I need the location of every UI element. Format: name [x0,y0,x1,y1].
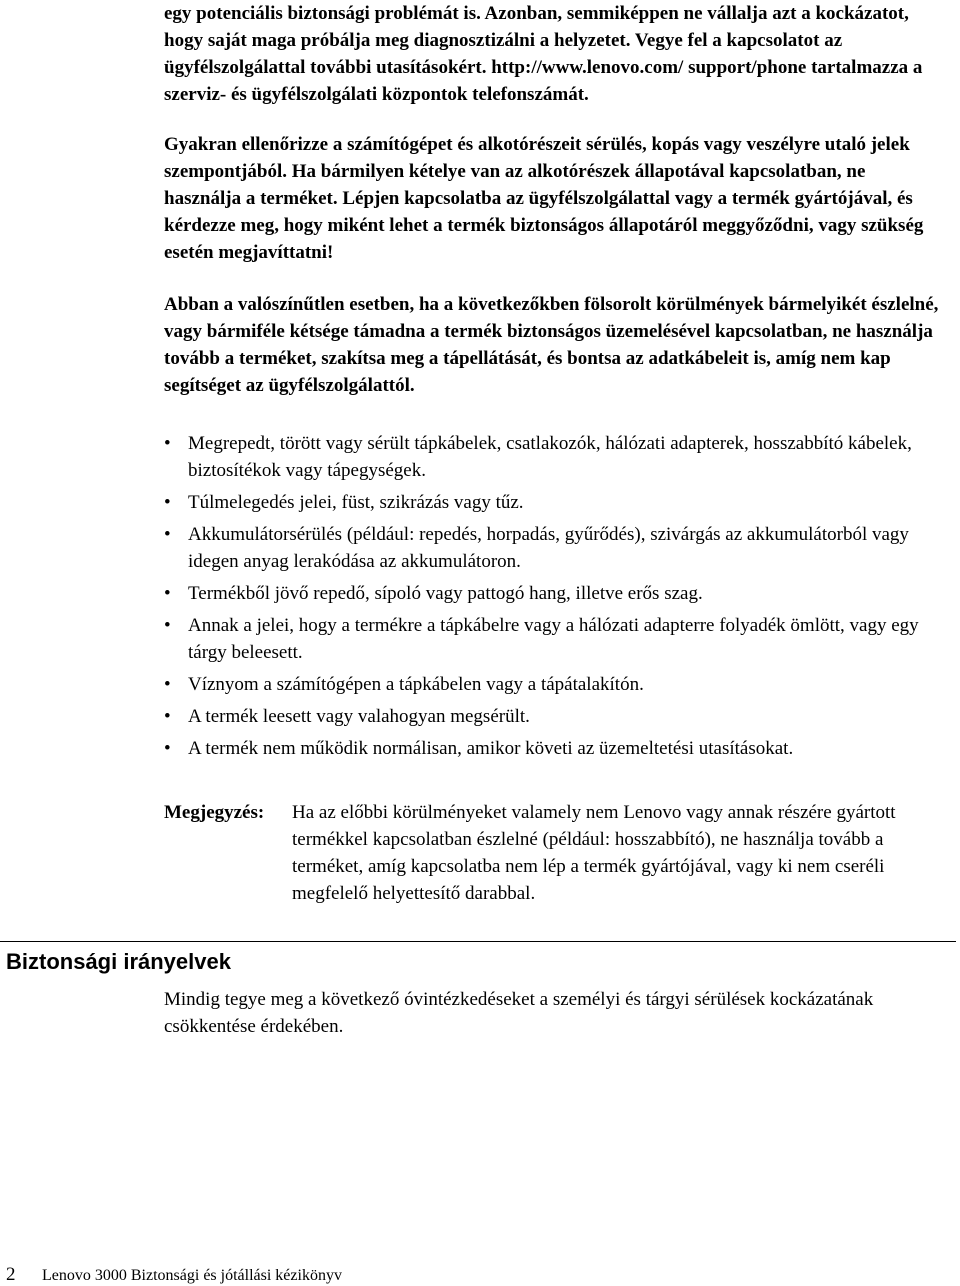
hazard-list [164,430,954,767]
list-item: • Annak a jelei, hogy a termékre a tápkábelre vagy a hálózati adapterre folyadék ömlött, vagy egy tárgy beleesett. [164,612,954,666]
section-divider [0,941,956,942]
list-item: • Akkumulátorsérülés (például: repedés, horpadás, gyűrődés), szivárgás az akkumulátorból vagy idegen anyag lerakódása az akkumulátoron. [164,521,954,575]
note-text: Ha az előbbi körülményeket valamely nem Lenovo vagy annak részére gyártott termékkel kapcsolatban észlelné (például: hosszabbító), ne használja tovább a terméket, amíg kapcsolatba nem lép a termék gyártójával, vagy ki nem cseréli megfelelő helyettesítő darabbal. [292,802,896,904]
list-item: • A termék nem működik normálisan, amikor követi az üzemeltetési utasításokat. [164,735,954,762]
note-label: Megjegyzés: [164,802,265,823]
list-item: • Víznyom a számítógépen a tápkábelen vagy a tápátalakítón. [164,671,954,698]
list-item: • Megrepedt, törött vagy sérült tápkábelek, csatlakozók, hálózati adapterek, hosszabbító kábelek, biztosítékok vagy tápegységek. [164,430,954,484]
page-number: 2 [6,1264,16,1285]
list-item: • A termék leesett vagy valahogyan megsérült. [164,703,954,730]
list-item: • Túlmelegedés jelei, füst, szikrázás vagy tűz. [164,489,954,516]
section-heading: Biztonsági irányelvek [6,949,231,974]
footer-title: Lenovo 3000 Biztonsági és jótállási kézikönyv [42,1267,342,1284]
paragraph-check-damage: Gyakran ellenőrizze a számítógépet és alkotórészeit sérülés, kopás vagy veszélyre utaló jelek szempontjából. Ha bármilyen kételye van az alkotórészek állapotával kapcsolatban, ne használja a terméket. Lépjen kapcsolatba az ügyfélszolgálattal vagy a termék gyártójával, és kérdezze meg, hogy miként lehet a termék biztonságos állapotáról meggyőződni, vagy szükség esetén megjavíttatni! [164,134,924,263]
paragraph-support-contact: egy potenciális biztonsági problémát is. Azonban, semmiképpen ne vállalja azt a kockázatot, hogy saját maga próbálja meg diagnosztizálni a helyzetet. Vegye fel a kapcsolatot az ügyfélszolgálattal további utasításokért. http://www.lenovo.com/ support/phone tartalmazza a szerviz- és ügyfélszolgálati központok telefonszámát. [164,3,923,105]
section-body: Mindig tegye meg a következő óvintézkedéseket a személyi és tárgyi sérülések kockázatának csökkentése érdekében. [164,989,874,1037]
paragraph-unlikely-event: Abban a valószínűtlen esetben, ha a következőkben fölsorolt körülmények bármelyikét észlelné, vagy bármiféle kétsége támadna a termék biztonságos üzemelésével kapcsolatban, ne használja tovább a terméket, szakítsa meg a tápellátását, és bontsa az adatkábeleit is, amíg nem kap segítséget az ügyfélszolgálattól. [164,294,939,396]
list-item: • Termékből jövő repedő, sípoló vagy pattogó hang, illetve erős szag. [164,580,954,607]
